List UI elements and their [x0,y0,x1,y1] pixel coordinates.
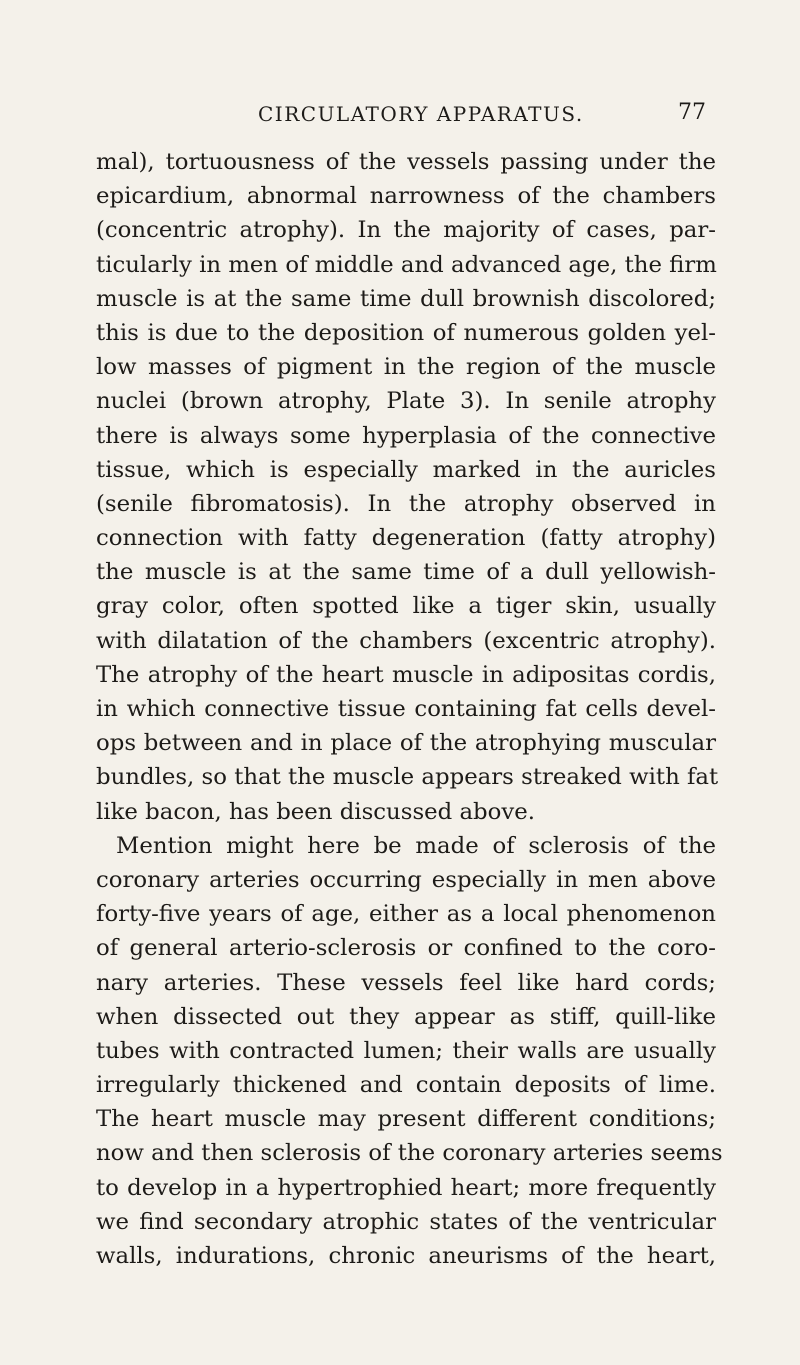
running-header [96,100,708,130]
text-line: ticularly in men of middle and advanced age, the firm [96,251,717,278]
text-line: the muscle is at the same time of a dull yellowish- [96,559,716,586]
body-text [96,145,723,1273]
text-line: ops between and in place of the atrophying muscular [96,730,716,757]
page-number: 77 [678,100,706,125]
text-line: irregularly thickened and contain deposits of lime. [96,1072,716,1099]
text-line: mal), tortuousness of the vessels passing under the [96,149,716,175]
text-line: we find secondary atrophic states of the ventricular [96,1208,716,1235]
text-line: walls, indurations, chronic aneurisms of the heart, [96,1243,716,1269]
paragraph-end-line: like bacon, has been discussed above. [96,798,535,825]
text-line: nuclei (brown atrophy, Plate 3). In senile atrophy [96,388,716,415]
running-title: CIRCULATORY APPARATUS. [258,102,584,126]
text-line: forty-five years of age, either as a local phenomenon [96,901,716,928]
text-line: when dissected out they appear as stiff, quill-like [96,1003,716,1030]
text-line: gray color, often spotted like a tiger skin, usually [96,593,716,620]
text-line: epicardium, abnormal narrowness of the chambers [96,183,716,210]
text-line: of general arterio-sclerosis or confined to the coro- [96,935,716,962]
text-line: there is always some hyperplasia of the connective [96,422,716,449]
text-line: The heart muscle may present different conditions; [96,1106,716,1133]
text-line: in which connective tissue containing fat cells devel- [96,696,716,722]
text-line: (concentric atrophy). In the majority of cases, par- [96,217,716,244]
text-line: The atrophy of the heart muscle in adipositas cordis, [96,661,716,688]
text-line: connection with fatty degeneration (fatty atrophy) [96,525,716,552]
text-line: tubes with contracted lumen; their walls are usually [96,1037,716,1064]
text-line: low masses of pigment in the region of the muscle [96,354,716,381]
text-line: this is due to the deposition of numerous golden yel- [96,319,716,346]
text-line: coronary arteries occurring especially in men above [96,866,716,893]
text-line: bundles, so that the muscle appears streaked with fat [96,764,719,791]
text-line: now and then sclerosis of the coronary arteries seems [96,1140,723,1167]
text-line: tissue, which is especially marked in the auricles [96,456,716,483]
text-line: to develop in a hypertrophied heart; more frequently [96,1174,716,1201]
text-line: (senile fibromatosis). In the atrophy observed in [96,490,716,517]
text-line: muscle is at the same time dull brownish discolored; [96,285,716,312]
paragraph-start-line: Mention might here be made of sclerosis of the [116,832,716,859]
text-line: nary arteries. These vessels feel like hard cords; [96,969,716,996]
text-line: with dilatation of the chambers (excentric atrophy). [96,627,716,654]
